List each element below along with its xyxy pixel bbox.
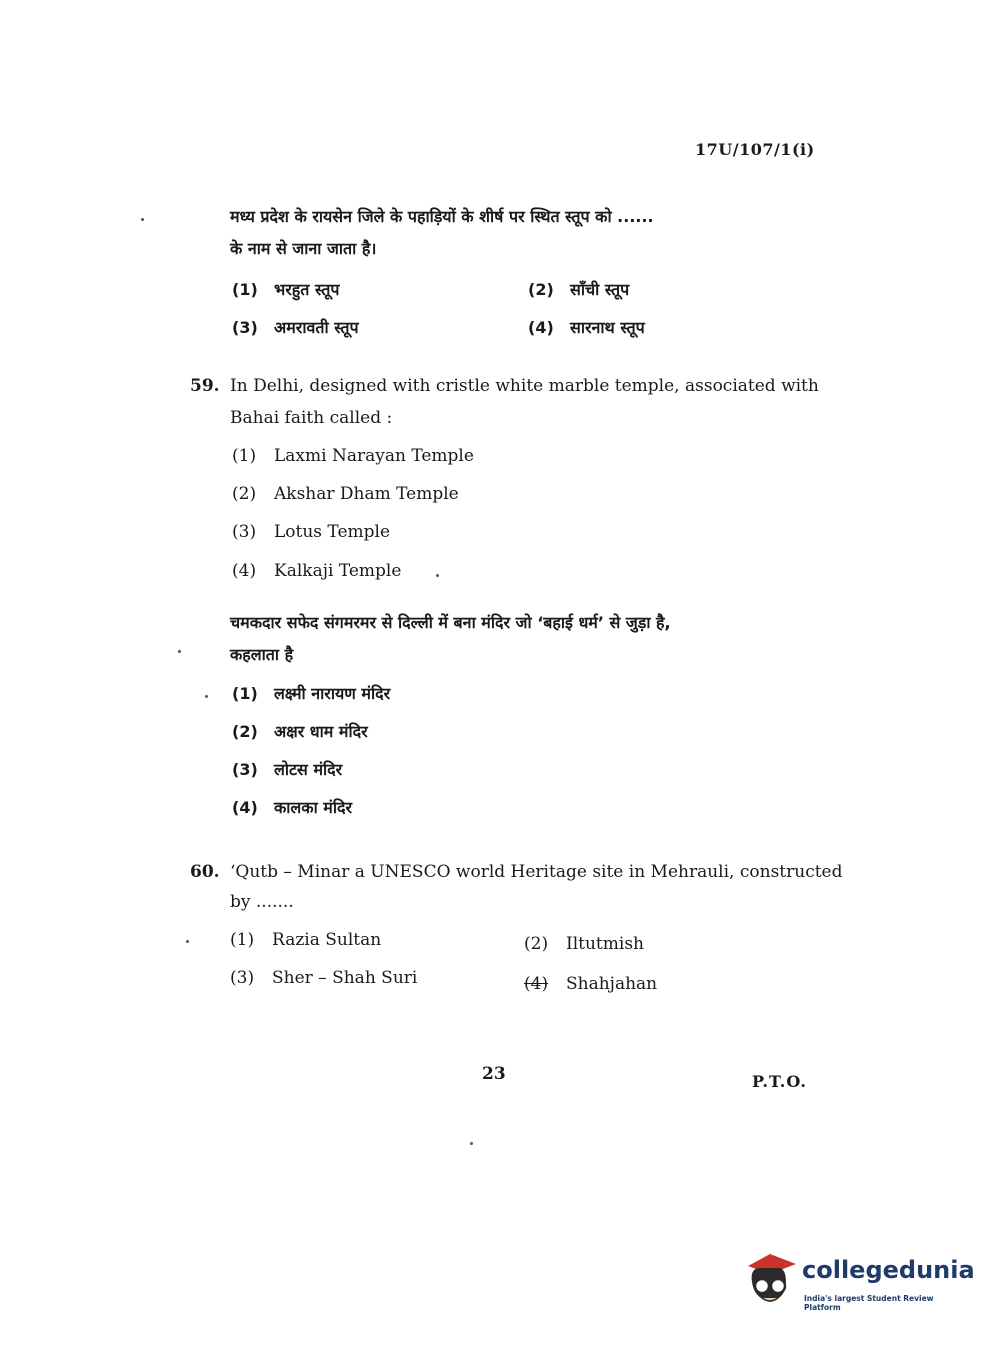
q58-hindi-option-1: (1) भरहुत स्तूप — [232, 280, 340, 299]
q60-option-2: (2) Iltutmish — [524, 934, 644, 954]
q58-hindi-stem-line2: के नाम से जाना जाता है। — [230, 239, 377, 258]
q59-stem-line1: 59. In Delhi, designed with cristle white marble temple, associated with — [190, 370, 819, 403]
q59-number: 59. — [190, 376, 220, 396]
q60-option-1: (1) Razia Sultan — [230, 930, 382, 950]
q58-hindi-option-3: (3) अमरावती स्तूप — [232, 318, 359, 337]
q59-hindi-option-4: (4) कालका मंदिर — [232, 798, 353, 817]
q59-stem-line2: Bahai faith called : — [230, 408, 393, 428]
q59-hindi-option-2: (2) अक्षर धाम मंदिर — [232, 722, 368, 741]
q59-option-4: (4) Kalkaji Temple — [232, 561, 402, 581]
q60-option-3: (3) Sher – Shah Suri — [230, 968, 418, 988]
q60-stem-line1: 60. ‘Qutb – Minar a UNESCO world Heritage site in Mehrauli, constructed — [190, 856, 843, 889]
brand-name: collegedunia — [802, 1256, 975, 1284]
scan-speck — [436, 574, 439, 577]
q58-hindi-option-4: (4) सारनाथ स्तूप — [528, 318, 645, 337]
scan-speck — [178, 650, 181, 653]
scan-speck — [141, 218, 144, 221]
q59-hindi-option-1: (1) लक्ष्मी नारायण मंदिर — [232, 684, 391, 703]
q59-hindi-stem-line1: चमकदार सफेद संगमरमर से दिल्ली में बना मंदिर जो ‘बहाई धर्म’ से जुड़ा है, — [230, 613, 671, 632]
brand-tagline: India's largest Student Review Platform — [804, 1294, 934, 1312]
q59-option-3: (3) Lotus Temple — [232, 522, 391, 542]
q59-option-2: (2) Akshar Dham Temple — [232, 484, 459, 504]
q60-number: 60. — [190, 862, 220, 882]
paper-code: 17U/107/1(i) — [695, 140, 815, 159]
collegedunia-watermark — [740, 1248, 975, 1318]
q58-hindi-option-2: (2) साँची स्तूप — [528, 280, 630, 299]
scan-speck — [205, 695, 208, 698]
scan-speck — [470, 1142, 473, 1145]
mascot-logo-icon — [740, 1248, 800, 1310]
page-number: 23 — [482, 1064, 506, 1084]
q58-hindi-stem-line1: मध्य प्रदेश के रायसेन जिले के पहाड़ियों के शीर्ष पर स्थित स्तूप को ...... — [230, 207, 654, 226]
q59-hindi-option-3: (3) लोटस मंदिर — [232, 760, 343, 779]
q60-stem-line2: by ....... — [230, 892, 294, 912]
scan-speck — [186, 940, 189, 943]
q60-option-4: (4) Shahjahan — [524, 974, 658, 994]
q59-option-1: (1) Laxmi Narayan Temple — [232, 446, 474, 466]
q59-hindi-stem-line2: कहलाता है — [230, 645, 294, 664]
pto-label: P.T.O. — [752, 1072, 807, 1091]
